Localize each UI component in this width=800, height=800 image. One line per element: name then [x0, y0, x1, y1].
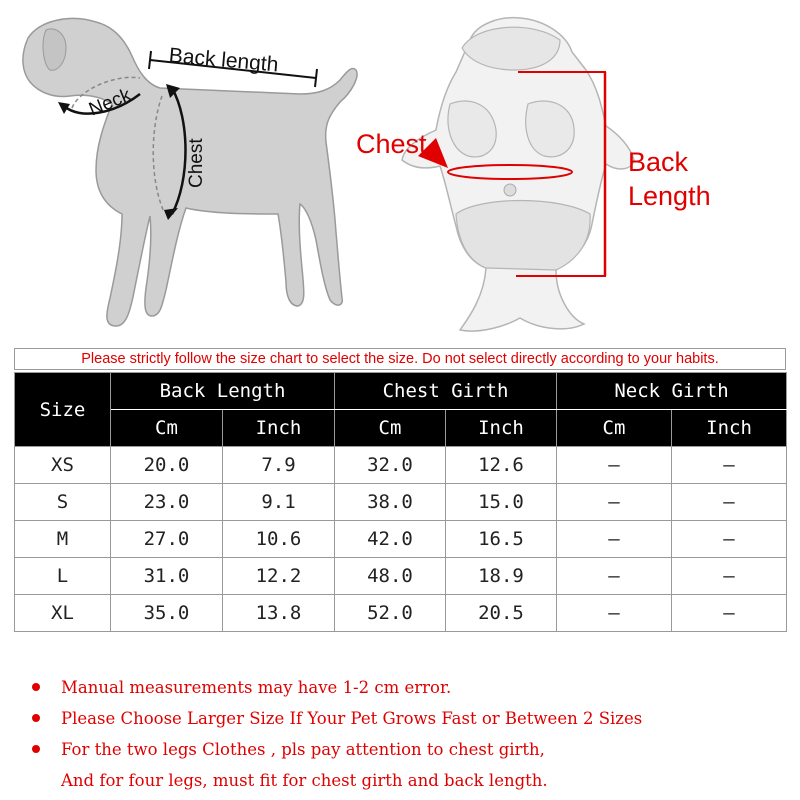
note-item — [30, 672, 770, 703]
bullet-dot-icon — [32, 745, 40, 753]
back-length-header: Back Length — [111, 373, 335, 410]
bullet-dot-icon — [32, 714, 40, 722]
table-cell: 52.0 — [335, 595, 446, 632]
note-text: For the two legs Clothes , pls pay attention to chest girth, — [61, 740, 545, 759]
table-row — [15, 521, 787, 558]
chest-label: Chest — [186, 138, 207, 188]
table-cell: 31.0 — [111, 558, 223, 595]
table-cell: – — [672, 447, 787, 484]
size-cell: L — [15, 558, 111, 595]
note-text-continued: And for four legs, must fit for chest girth and back length. — [61, 771, 548, 790]
size-cell: S — [15, 484, 111, 521]
table-unit-row — [15, 410, 787, 447]
size-notice: Please strictly follow the size chart to select the size. Do not select directly according to your habits. — [14, 348, 786, 370]
table-cell: 48.0 — [335, 558, 446, 595]
table-cell: – — [557, 521, 672, 558]
size-header: Size — [15, 373, 111, 447]
size-table — [14, 372, 787, 632]
size-cell: XS — [15, 447, 111, 484]
note-text: Manual measurements may have 1-2 cm error. — [61, 678, 452, 697]
size-cell: M — [15, 521, 111, 558]
table-cell: 10.6 — [223, 521, 335, 558]
table-cell: 16.5 — [446, 521, 557, 558]
table-cell: 13.8 — [223, 595, 335, 632]
unit-header: Inch — [446, 410, 557, 447]
unit-header: Cm — [557, 410, 672, 447]
table-row — [15, 558, 787, 595]
size-cell: XL — [15, 595, 111, 632]
table-header-row — [15, 373, 787, 410]
coat-chest-label: Chest — [356, 129, 427, 159]
table-row — [15, 484, 787, 521]
table-row — [15, 595, 787, 632]
table-cell: 15.0 — [446, 484, 557, 521]
table-cell: 12.2 — [223, 558, 335, 595]
table-cell: 7.9 — [223, 447, 335, 484]
table-cell: 32.0 — [335, 447, 446, 484]
neck-label: Neck — [86, 84, 135, 121]
table-cell: – — [672, 595, 787, 632]
table-cell: – — [672, 558, 787, 595]
table-cell: – — [557, 484, 672, 521]
note-item — [30, 734, 770, 796]
bullet-dot-icon — [32, 683, 40, 691]
coat-back-length-line2: Length — [628, 180, 711, 211]
unit-header: Inch — [223, 410, 335, 447]
back-length-label: Back length — [167, 44, 280, 77]
coat-back-length-label — [628, 146, 711, 214]
table-cell: 35.0 — [111, 595, 223, 632]
note-item — [30, 703, 770, 734]
neck-girth-header: Neck Girth — [557, 373, 787, 410]
table-cell: – — [672, 484, 787, 521]
chest-girth-header: Chest Girth — [335, 373, 557, 410]
unit-header: Inch — [672, 410, 787, 447]
coat-back-length-line1: Back — [628, 147, 689, 177]
table-cell: 42.0 — [335, 521, 446, 558]
table-cell: – — [557, 447, 672, 484]
table-cell: 12.6 — [446, 447, 557, 484]
table-cell: 38.0 — [335, 484, 446, 521]
table-cell: 9.1 — [223, 484, 335, 521]
coat-fur-hem — [456, 201, 590, 271]
coat-measurement-diagram — [340, 0, 800, 340]
size-notes — [30, 672, 770, 796]
table-cell: 23.0 — [111, 484, 223, 521]
back-length-tick-left — [149, 51, 151, 69]
table-cell: 18.9 — [446, 558, 557, 595]
coat-button — [504, 184, 516, 196]
table-cell: 27.0 — [111, 521, 223, 558]
unit-header: Cm — [111, 410, 223, 447]
table-cell: – — [672, 521, 787, 558]
table-cell: – — [557, 558, 672, 595]
table-row — [15, 447, 787, 484]
table-cell: 20.0 — [111, 447, 223, 484]
unit-header: Cm — [335, 410, 446, 447]
note-text: Please Choose Larger Size If Your Pet Grows Fast or Between 2 Sizes — [61, 709, 643, 728]
table-cell: 20.5 — [446, 595, 557, 632]
back-length-tick-right — [315, 69, 317, 87]
table-cell: – — [557, 595, 672, 632]
